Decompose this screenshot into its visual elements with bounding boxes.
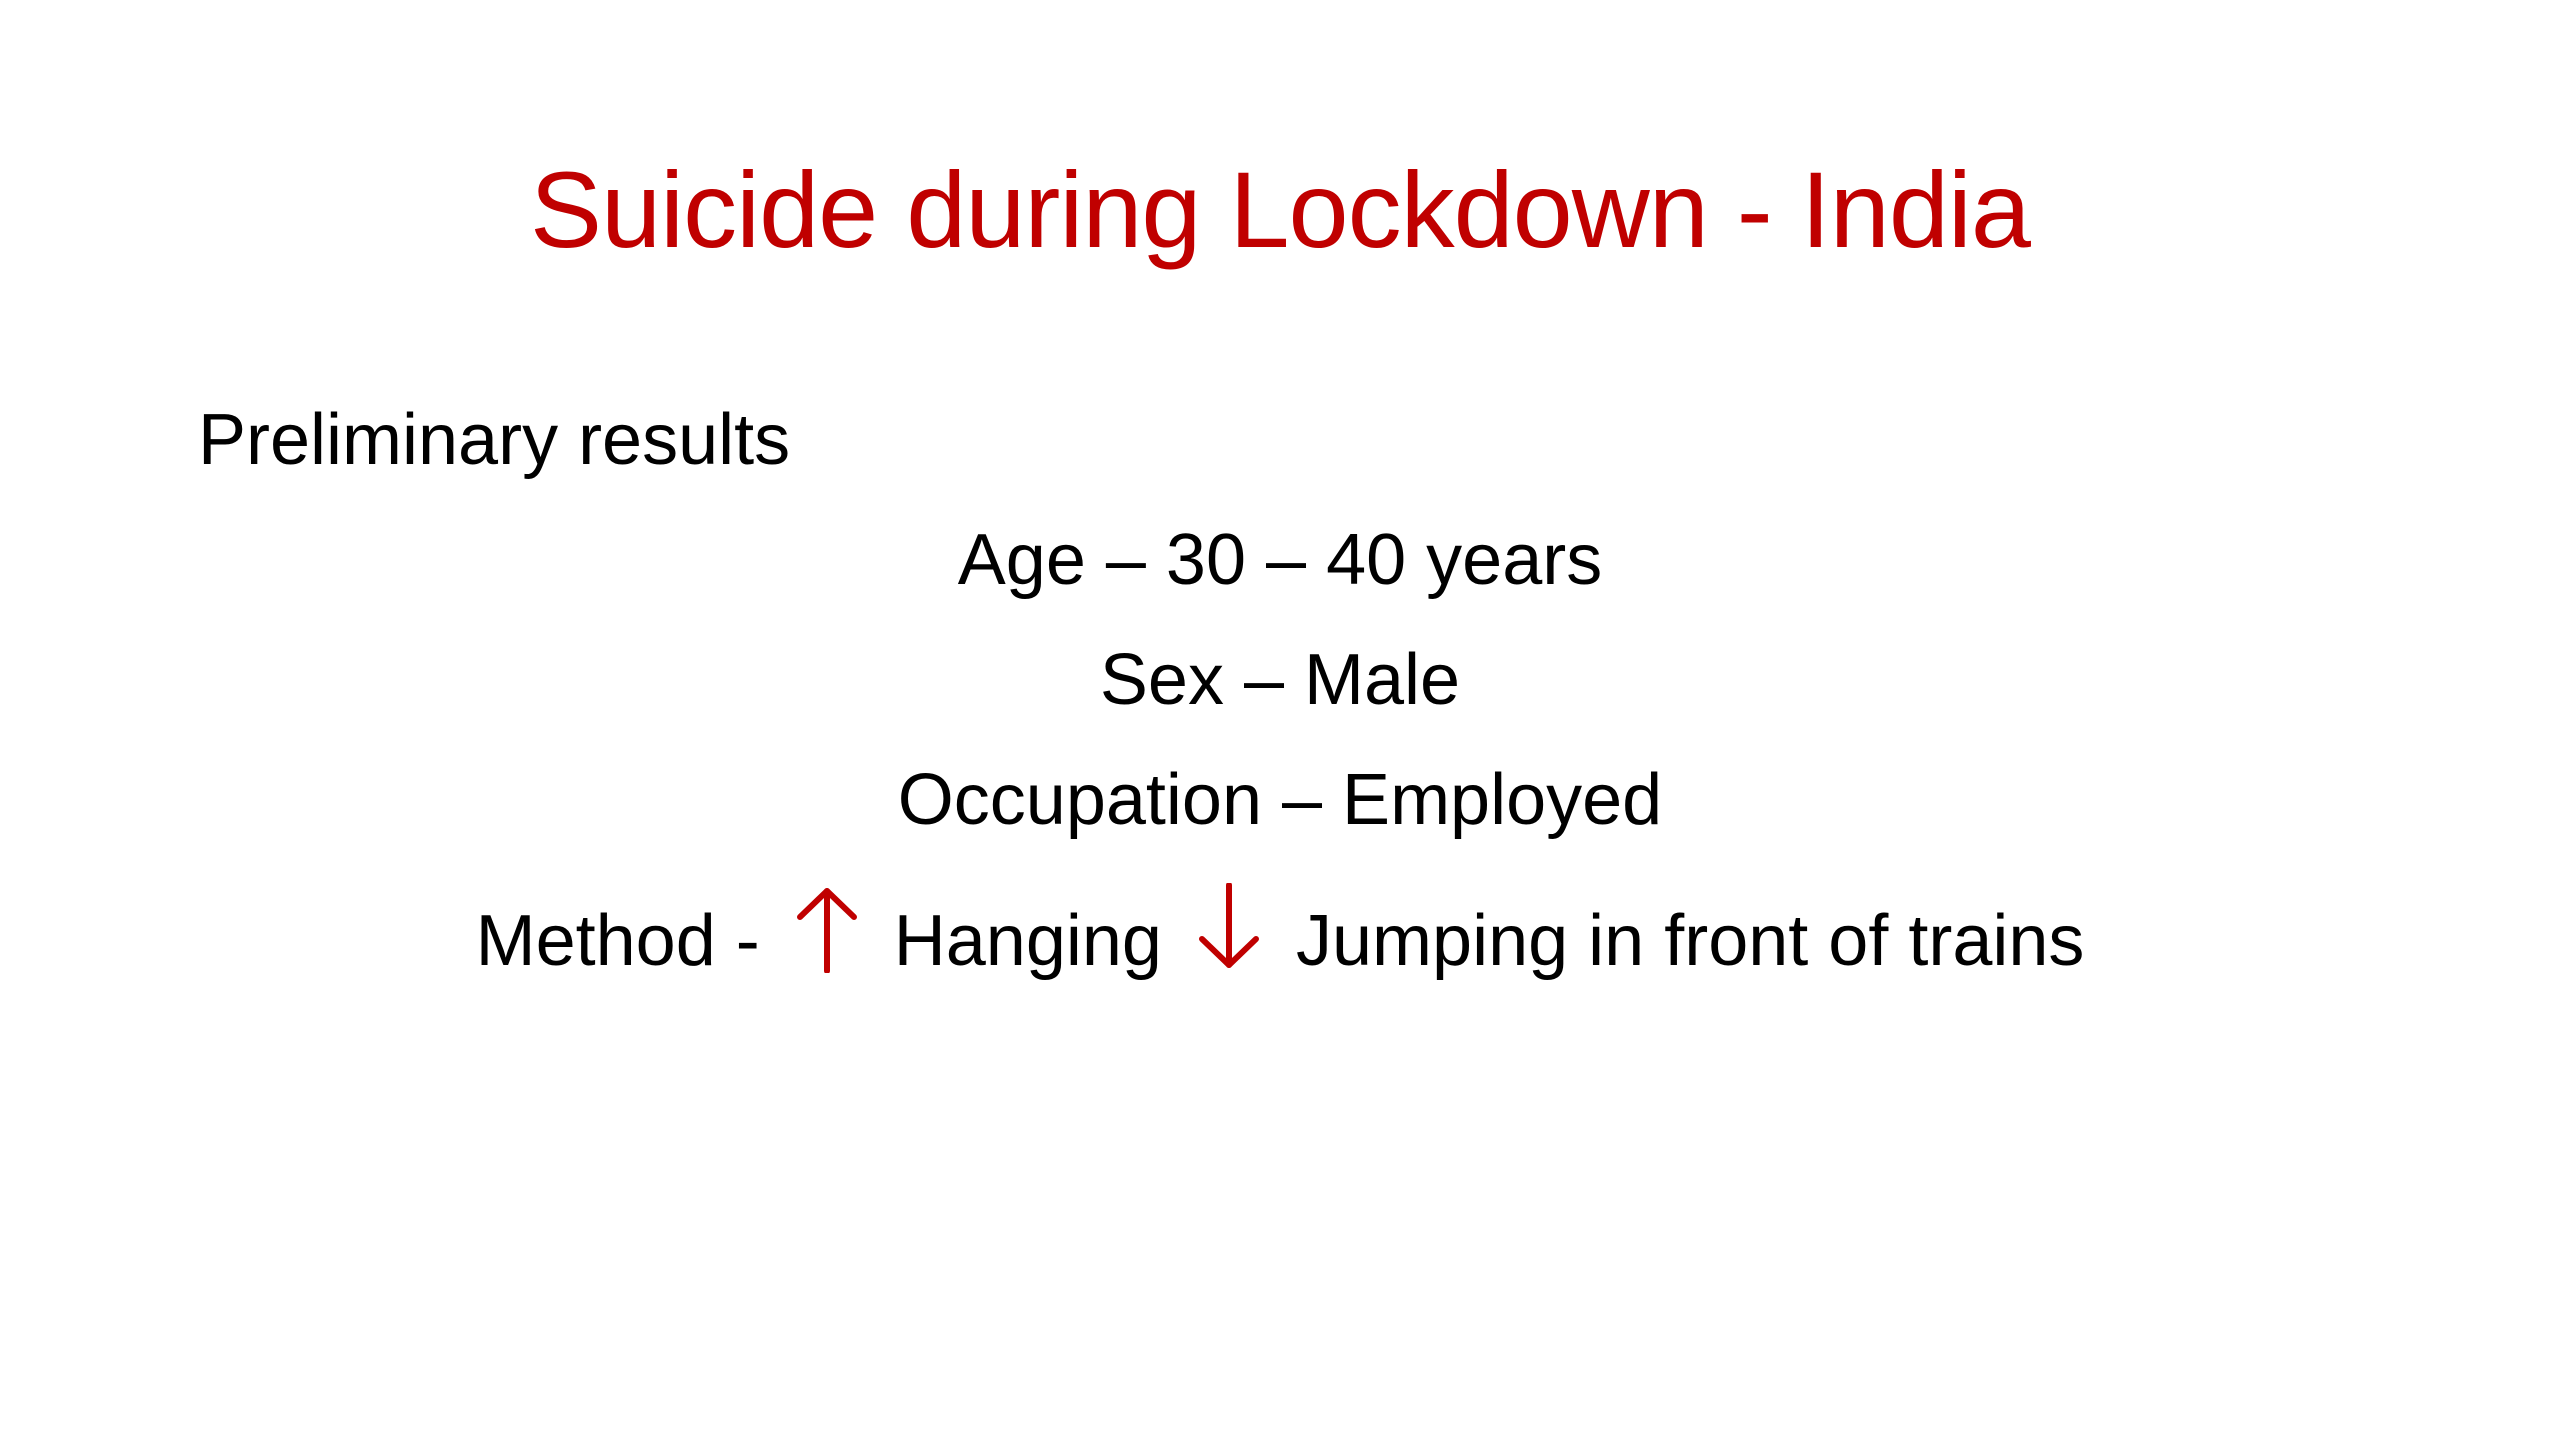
subheading-preliminary-results: Preliminary results <box>198 400 791 480</box>
arrow-up-icon <box>792 883 862 973</box>
result-occupation: Occupation – Employed <box>897 760 1663 840</box>
result-sex: Sex – Male <box>1099 640 1461 720</box>
arrow-down-icon <box>1194 883 1264 973</box>
method-label: Method - <box>475 901 760 981</box>
slide-title: Suicide during Lockdown - India <box>530 149 2030 270</box>
method-increase-hanging: Hanging <box>893 901 1162 981</box>
method-decrease-jumping: Jumping in front of trains <box>1296 901 2085 981</box>
result-age: Age – 30 – 40 years <box>957 520 1603 600</box>
result-method <box>0 883 2560 986</box>
